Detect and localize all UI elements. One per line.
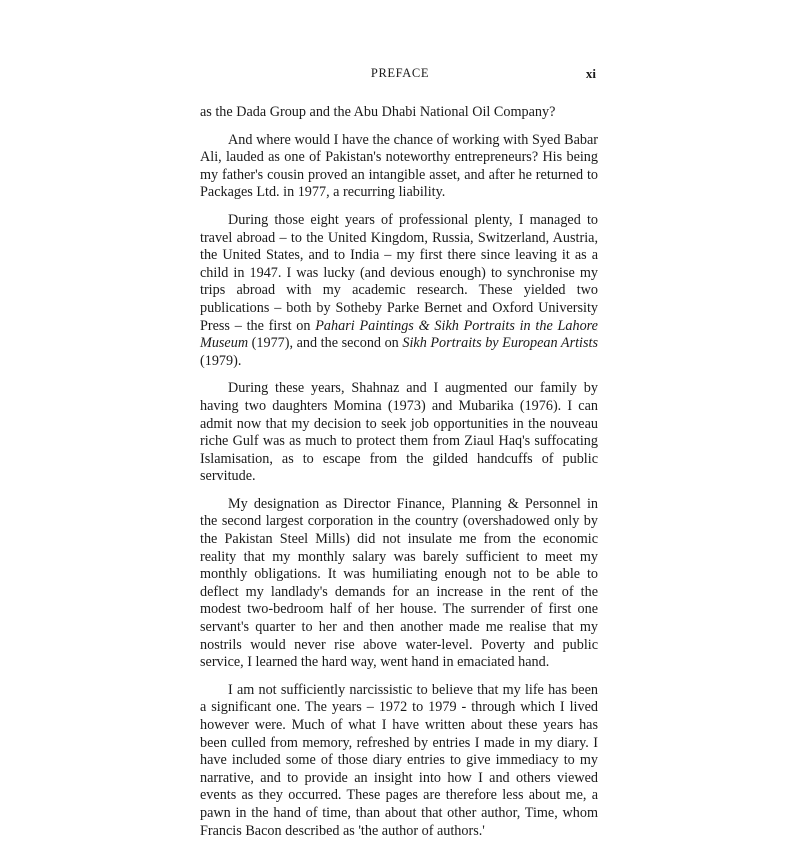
paragraph: And where would I have the chance of working with Syed Babar Ali, lauded as one of Pakistan's noteworthy entrepreneurs? His being my father's cousin proved an intangible asset, and after he returned to Packages Ltd. in 1977, a recurring liability. <box>200 131 598 201</box>
paragraph: My designation as Director Finance, Planning & Personnel in the second largest corporation in the country (overshadowed only by the Pakistan Steel Mills) did not insulate me from the economic reality that my monthly salary was barely sufficient to meet my monthly obligations. It was humiliating enough not to be able to deflect my landlady's demands for an increase in the rent of the modest two-bedroom half of her house. The surrender of first one servant's quarter to her and then another made me realise that my nostrils would never rise above water-level. Poverty and public service, I learned the hard way, went hand in emaciated hand. <box>200 495 598 671</box>
page-header <box>200 66 600 86</box>
text-run: (1979). <box>200 352 242 369</box>
text-run: (1977), and the second on <box>248 335 403 352</box>
body-text <box>200 104 598 850</box>
book-title: Pahari Paintings & Sikh Portraits in the Lahore Museum <box>200 317 598 352</box>
paragraph: I am not sufficiently narcissistic to believe that my life has been a significant one. The years – 1972 to 1979 - through which I lived however were. Much of what I have written about these years has been culled from memory, refreshed by entries I made in my diary. I have included some of those diary entries to give immediacy to my narrative, and to provide an insight into how I and others viewed events as they occurred. These pages are therefore less about me, a pawn in the hand of time, than about that other author, Time, whom Francis Bacon described as 'the author of authors.' <box>200 681 598 839</box>
text-run: During those eight years of professional plenty, I managed to travel abroad – to the United Kingdom, Russia, Switzerland, Austria, the United States, and to India – my first there since leaving it as a child in 1947. I was lucky (and devious enough) to synchronise my trips abroad with my academic research. These yielded two publications – both by Sotheby Parke Bernet and Oxford University Press – the first on <box>200 211 598 334</box>
book-title: Sikh Portraits by European Artists <box>402 335 598 352</box>
page-number: xi <box>585 66 596 81</box>
paragraph <box>200 212 598 370</box>
paragraph: During these years, Shahnaz and I augmented our family by having two daughters Momina (1973) and Mubarika (1976). I can admit now that my decision to seek job opportunities in the nouveau riche Gulf was as much to protect them from Ziaul Haq's suffocating Islamisation, as to escape from the gilded handcuffs of public servitude. <box>200 380 598 485</box>
running-head: PREFACE <box>370 66 430 80</box>
paragraph: as the Dada Group and the Abu Dhabi National Oil Company? <box>200 104 556 120</box>
